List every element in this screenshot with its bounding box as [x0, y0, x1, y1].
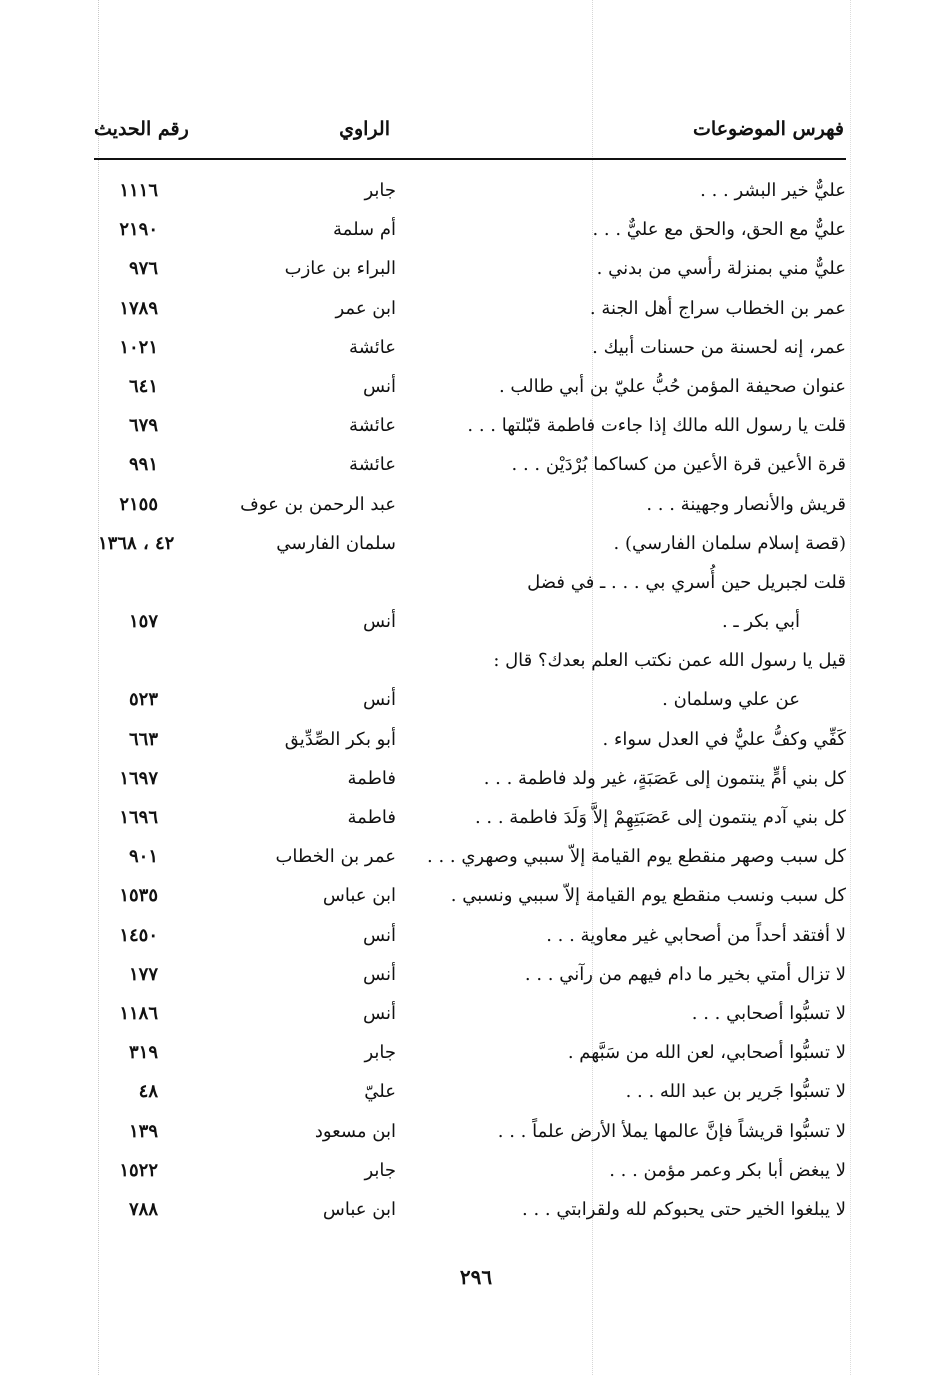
entry-narrator: جابر — [364, 180, 396, 201]
narrator-column-header: الراوي — [339, 118, 390, 140]
entry-text: عليٌّ مني بمنزلة رأسي من بدني . — [596, 258, 846, 280]
entry-hadith-number: ١٥٧ — [128, 611, 158, 633]
entry-hadith-number: ١٣٩ — [128, 1120, 158, 1142]
index-row — [0, 1115, 952, 1154]
entry-narrator: فاطمة — [347, 767, 396, 789]
index-row — [0, 252, 952, 291]
entry-hadith-number: ٦٤١ — [128, 375, 158, 397]
index-row — [0, 448, 952, 487]
entry-text: أبي بكر ـ . — [721, 611, 800, 633]
entry-hadith-number: ١١٨٦ — [119, 1002, 158, 1024]
index-row — [0, 1154, 952, 1193]
entry-narrator: أبو بكر الصِّدِّيق — [284, 728, 396, 750]
entry-text: كل سبب وصهر منقطع يوم القيامة إلاّ سببي وصهري . . . — [427, 846, 846, 868]
index-row — [0, 292, 952, 331]
entry-hadith-number: ٣١٩ — [128, 1042, 158, 1064]
index-row — [0, 605, 952, 644]
entry-narrator: ابن عباس — [322, 885, 396, 907]
entry-text: عمر، إنه لحسنة من حسنات أبيك . — [592, 336, 846, 358]
index-row — [0, 723, 952, 762]
header-rule — [94, 158, 846, 160]
entry-hadith-number: ٦٧٩ — [128, 415, 158, 437]
entry-hadith-number: ٩٠١ — [128, 846, 158, 868]
entry-hadith-number: ١٥٢٢ — [119, 1159, 158, 1181]
entry-text: عن علي وسلمان . — [662, 689, 800, 711]
entry-hadith-number: ١٧٨٩ — [119, 297, 158, 319]
entry-text: (قصة إسلام سلمان الفارسي) . — [613, 532, 846, 554]
entry-narrator: البراء بن عازب — [284, 258, 396, 280]
index-row — [0, 566, 952, 605]
entry-hadith-number: ١٦٩٦ — [119, 807, 158, 828]
entry-narrator: عمر بن الخطاب — [275, 846, 396, 868]
entry-narrator: جابر — [364, 1159, 396, 1181]
entry-narrator: عليّ — [364, 1081, 396, 1103]
index-table — [0, 174, 952, 1232]
entry-hadith-number: ٩٩١ — [128, 454, 158, 476]
entry-hadith-number: ١٦٩٧ — [119, 767, 158, 789]
entry-hadith-number: ١١١٦ — [119, 180, 158, 201]
index-row — [0, 488, 952, 527]
index-row — [0, 958, 952, 997]
entry-text: قريش والأنصار وجهينة . . . — [646, 493, 846, 515]
entry-narrator: أم سلمة — [333, 219, 396, 241]
entry-narrator: أنس — [363, 963, 396, 985]
entry-hadith-number: ٧٨٨ — [128, 1198, 158, 1220]
entry-narrator: أنس — [363, 611, 396, 633]
entry-narrator: ابن عباس — [322, 1198, 396, 1220]
entry-text: لا أفتقد أحداً من أصحابي غير معاوية . . . — [546, 924, 846, 946]
entry-text: كل سبب ونسب منقطع يوم القيامة إلاّ سببي ونسبي . — [450, 885, 846, 907]
index-row — [0, 527, 952, 566]
entry-text: لا تسبُّوا أصحابي . . . — [691, 1002, 846, 1024]
entry-narrator: أنس — [363, 924, 396, 946]
entry-text: قيل يا رسول الله عمن نكتب العلم بعدك؟ قال : — [493, 650, 846, 672]
entry-hadith-number: ١٤٥٠ — [119, 924, 158, 946]
entry-hadith-number: ١٧٧ — [128, 963, 158, 985]
entry-narrator: أنس — [363, 375, 396, 397]
entry-narrator: عائشة — [349, 415, 396, 437]
entry-narrator: سلمان الفارسي — [276, 532, 396, 554]
entry-text: كل بني آدم ينتمون إلى عَصَبَتِهِمْ إلاَّ وَلَدَ فاطمة . . . — [474, 807, 846, 828]
entry-narrator: ابن مسعود — [314, 1120, 396, 1142]
entry-text: عليٌّ خير البشر . . . — [700, 180, 846, 201]
index-row — [0, 801, 952, 840]
entry-narrator: أنس — [363, 689, 396, 711]
index-header — [0, 118, 952, 152]
index-row — [0, 213, 952, 252]
entry-text: قرة الأعين قرة الأعين من كساكما بُرْدَيْن . . . — [511, 454, 846, 476]
entry-text: قلت يا رسول الله مالك إذا جاءت فاطمة قبّلتها . . . — [467, 415, 846, 437]
entry-hadith-number: ٢١٥٥ — [119, 493, 158, 515]
index-row — [0, 919, 952, 958]
entry-text: قلت لجبريل حين أُسري بي . . . ـ في فضل — [527, 571, 846, 593]
index-row — [0, 1193, 952, 1232]
entry-narrator: فاطمة — [347, 807, 396, 828]
entry-text: عمر بن الخطاب سراج أهل الجنة . — [589, 297, 846, 319]
index-row — [0, 840, 952, 879]
entry-hadith-number: ٥٢٣ — [128, 689, 158, 711]
index-row — [0, 644, 952, 683]
entry-hadith-number: ٤٨ — [138, 1081, 158, 1103]
entry-text: عنوان صحيفة المؤمن حُبُّ عليّ بن أبي طالب . — [498, 375, 846, 397]
topic-column-header: فهرس الموضوعات — [693, 118, 844, 140]
index-row — [0, 331, 952, 370]
entry-hadith-number: ٢١٩٠ — [119, 219, 158, 241]
entry-hadith-number: ٩٧٦ — [128, 258, 158, 280]
index-row — [0, 370, 952, 409]
entry-hadith-number: ٤٢ ، ١٣٦٨ — [98, 532, 175, 554]
entry-hadith-number: ٦٦٣ — [128, 728, 158, 750]
entry-text: لا يبلغوا الخير حتى يحبوكم لله ولقرابتي . . . — [522, 1198, 846, 1220]
index-row — [0, 683, 952, 722]
entry-text: لا يبغض أبا بكر وعمر مؤمن . . . — [609, 1159, 846, 1181]
entry-text: لا تسبُّوا قريشاً فإنَّ عالمها يملأ الأرض علماً . . . — [497, 1120, 846, 1142]
entry-narrator: أنس — [363, 1002, 396, 1024]
entry-text: لا تزال أمتي بخير ما دام فيهم من رآني . . . — [524, 963, 846, 985]
entry-text: لا تسبُّوا جَرير بن عبد الله . . . — [625, 1081, 846, 1103]
entry-narrator: ابن عمر — [335, 297, 396, 319]
index-row — [0, 1075, 952, 1114]
hadith-number-column-header: رقم الحديث — [94, 118, 189, 140]
entry-text: كَفِّي وكفُّ عليٌّ في العدل سواء . — [602, 728, 846, 750]
entry-narrator: عائشة — [349, 454, 396, 476]
entry-text: كل بني أمٍّ ينتمون إلى عَصَبَةٍ، غير ولد فاطمة . . . — [483, 767, 846, 789]
index-row — [0, 762, 952, 801]
index-row — [0, 409, 952, 448]
entry-narrator: عائشة — [349, 336, 396, 358]
index-row — [0, 997, 952, 1036]
entry-narrator: جابر — [364, 1042, 396, 1064]
entry-text: عليٌّ مع الحق، والحق مع عليٌّ . . . — [592, 219, 846, 241]
entry-narrator: عبد الرحمن بن عوف — [240, 493, 396, 515]
entry-hadith-number: ١٥٣٥ — [119, 885, 158, 907]
index-row — [0, 174, 952, 213]
index-row — [0, 879, 952, 918]
entry-text: لا تسبُّوا أصحابي، لعن الله من سَبَّهم . — [567, 1042, 846, 1064]
index-row — [0, 1036, 952, 1075]
page-number: ٢٩٦ — [459, 1265, 493, 1289]
entry-hadith-number: ١٠٢١ — [119, 336, 158, 358]
